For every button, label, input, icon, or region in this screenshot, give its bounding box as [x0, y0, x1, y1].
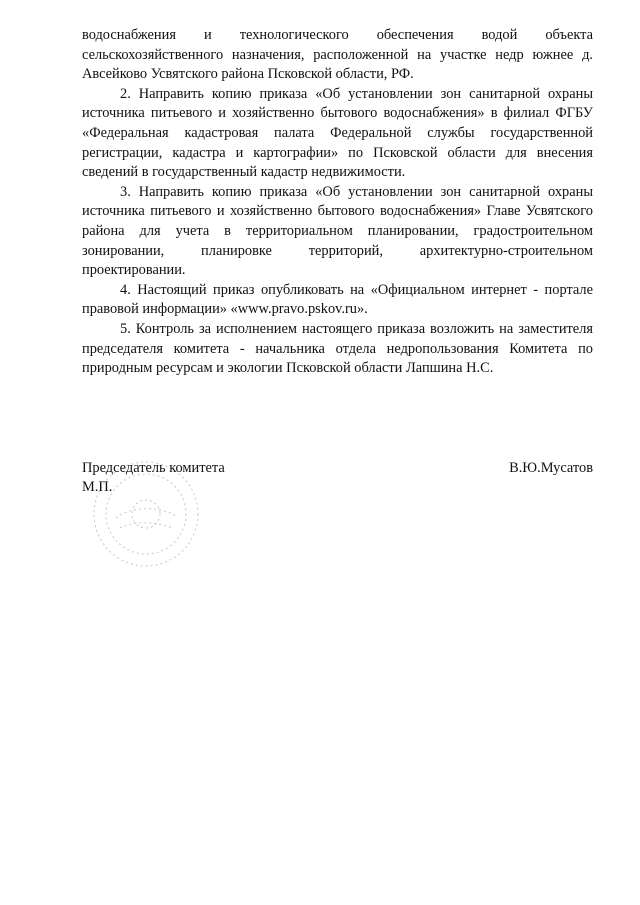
document-body [82, 26, 593, 379]
paragraph-5-line-3: Комитета по природным ресурсам и экологии Псковской области [82, 340, 593, 377]
paragraph-5-line-1: 5. Контроль за исполнением настоящего приказа возложить на [120, 320, 514, 337]
paragraph-3-line-2: источника питьевого и хозяйственно бытового водоснабжения» Главе [82, 203, 521, 220]
paragraph-2-line-4: государственной регистрации, кадастра и картографии» по Псковской области [82, 124, 593, 161]
paragraph-1-line-2: сельскохозяйственного назначения, расположенной на участке недр южнее [82, 46, 574, 63]
stamp-emblem-stroke-2 [120, 523, 172, 528]
signatory-title: Председатель комитета [82, 460, 225, 476]
paragraph-3-line-3: Усвятского района для учета в территориальном планировании, [82, 203, 593, 239]
paragraph-3-line-5: строительном проектировании. [82, 242, 593, 279]
paragraph-continuation [82, 26, 593, 85]
paragraph-1-line-1: водоснабжения и технологического обеспечения водой объекта [82, 27, 593, 43]
paragraph-5-line-4: Лапшина Н.С. [405, 360, 494, 377]
paragraph-3-line-1: 3. Направить копию приказа «Об установлении зон санитарной охраны [120, 183, 593, 200]
paragraph-item-2 [82, 85, 593, 183]
paragraph-4-line-2: правовой информации» «www.pravo.pskov.ru». [82, 301, 368, 318]
paragraph-4-line-1: 4. Настоящий приказ опубликовать на «Официальном интернет - портале [120, 281, 593, 298]
paragraph-2-line-5: для внесения сведений в государственный кадастр недвижимости. [82, 144, 593, 181]
signatory-name: В.Ю.Мусатов [509, 460, 593, 476]
paragraph-2-line-1: 2. Направить копию приказа «Об установлении зон санитарной охраны [120, 85, 593, 102]
paragraph-2-line-3: ФГБУ «Федеральная кадастровая палата Федеральной службы [82, 105, 593, 141]
paragraph-1-line-3: д. Авсейково Усвятского района Псковской области, РФ. [82, 46, 593, 83]
paragraph-item-3 [82, 183, 593, 281]
paragraph-item-4 [82, 281, 593, 320]
paragraph-5-line-2: заместителя председателя комитета - начальника отдела недропользования [82, 320, 593, 357]
seal-label: М.П. [82, 479, 113, 495]
paragraph-2-line-2: источника питьевого и хозяйственно бытового водоснабжения» в филиал [82, 105, 550, 122]
paragraph-item-5 [82, 320, 593, 379]
stamp-emblem-stroke [116, 509, 176, 518]
stamp-inner-ring [106, 474, 186, 554]
paragraph-3-line-4: градостроительном зонировании, планировке территорий, архитектурно- [82, 222, 593, 259]
